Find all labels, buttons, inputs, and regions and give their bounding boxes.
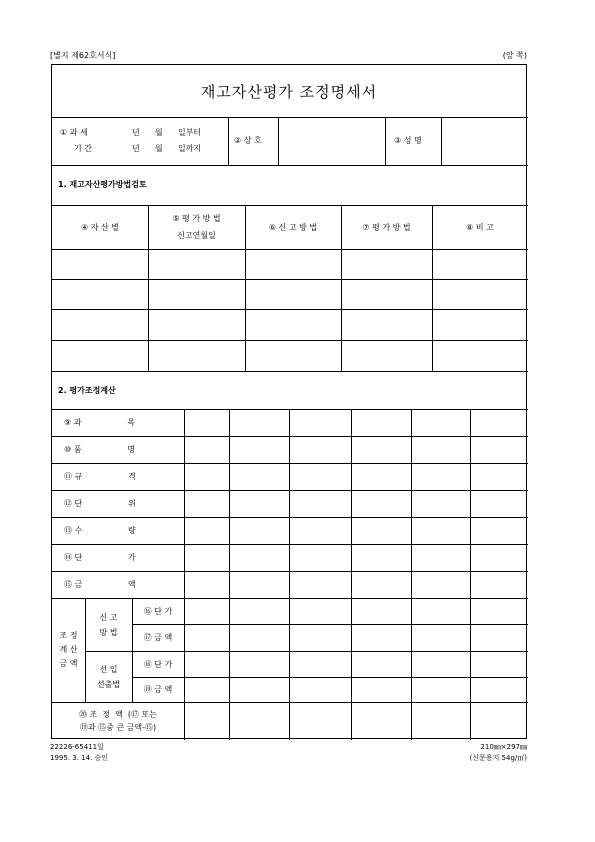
fifo-label [85, 651, 132, 702]
reported-label-2: 방 법 [99, 627, 118, 637]
approval-date: 1995. 3. 14. 승인 [50, 754, 109, 762]
divider [52, 309, 528, 310]
footer-right [470, 742, 527, 764]
form-title: 재고자산평가 조정명세서 [200, 83, 378, 101]
reported-label-1: 신 고 [99, 612, 118, 622]
divider [278, 117, 279, 165]
col-reported-method: ⑥ 신 고 방 법 [268, 222, 318, 232]
name-label: ③ 성 명 [394, 136, 422, 145]
adjustment-amount-label [52, 702, 184, 740]
reported-unit-price: ⑯ 단 가 [143, 606, 173, 616]
col-eval-method [148, 205, 245, 249]
row-item: ⑨ 과 목 [64, 418, 135, 427]
adjust-label-2: 계 산 [59, 645, 78, 654]
divider [351, 409, 352, 740]
adjust-calc-label [52, 598, 85, 702]
fifo-label-1: 선 입 [99, 664, 118, 674]
divider [184, 409, 185, 740]
row-unit: ⑫ 단 위 [64, 499, 136, 508]
divider [470, 409, 471, 740]
section1-title: 1. 재고자산평가방법검토 [58, 180, 147, 189]
col-eval-method-2: ⑦ 평 가 방 법 [362, 222, 411, 232]
fifo-label-2: 선출법 [96, 679, 121, 689]
row-unit-price: ⑭ 단 가 [64, 553, 136, 562]
col-remarks: ⑧ 비 고 [466, 222, 494, 232]
adjust-label-1: 조 정 [59, 631, 78, 640]
reported-amount: ⑰ 금 액 [143, 633, 173, 642]
row-spec: ⑪ 규 격 [64, 472, 136, 481]
divider [52, 340, 528, 341]
paper-type: (신문용지 54g/㎡) [469, 754, 527, 762]
tax-period-label: ① 과 세 [60, 128, 88, 137]
adjustment-label-2: ⑲과 ⑮중 큰 금액-⑮) [79, 723, 157, 732]
divider [229, 409, 230, 740]
divider [132, 677, 528, 678]
divider [52, 371, 528, 372]
form-number: [별지 제62호서식] [50, 51, 116, 60]
divider [132, 624, 528, 625]
row-product-name: ⑩ 품 명 [64, 445, 135, 454]
divider [441, 117, 442, 165]
period-from-text: 년 월 일부터 [132, 128, 202, 137]
adjustment-label-1: ⑳ 조 정 액 (⑰ 또는 [78, 710, 158, 719]
divider [52, 249, 528, 250]
form-code: 22226-65411일 [50, 743, 104, 751]
row-amount: ⑮ 금 액 [64, 580, 136, 589]
col-asset: ④ 자 산 별 [81, 222, 119, 232]
divider [228, 117, 229, 165]
section2-title: 2. 평가조정계산 [58, 386, 116, 395]
reported-method-label [85, 598, 132, 651]
adjust-label-3: 금 액 [59, 659, 78, 668]
divider [411, 409, 412, 740]
adjustment-form [51, 64, 527, 739]
divider [52, 117, 528, 118]
page-side-label: (앞 쪽) [502, 51, 527, 60]
divider [52, 165, 528, 166]
company-label: ② 상 호 [234, 136, 262, 145]
period-to-text: 년 월 일까지 [132, 144, 202, 153]
tax-period-label-2: 기 간 [74, 144, 92, 153]
fifo-amount: ⑲ 금 액 [143, 685, 173, 694]
footer-left [50, 742, 108, 764]
divider [52, 279, 528, 280]
divider [289, 409, 290, 740]
col-eval-method-label: ⑤ 평 가 방 법 [172, 214, 221, 223]
col-report-date-label: 신고연월일 [177, 231, 216, 240]
fifo-unit-price: ⑱ 단 가 [143, 659, 173, 669]
row-quantity: ⑬ 수 량 [64, 526, 136, 535]
divider [385, 117, 386, 165]
paper-size: 210㎜×297㎜ [480, 743, 527, 751]
